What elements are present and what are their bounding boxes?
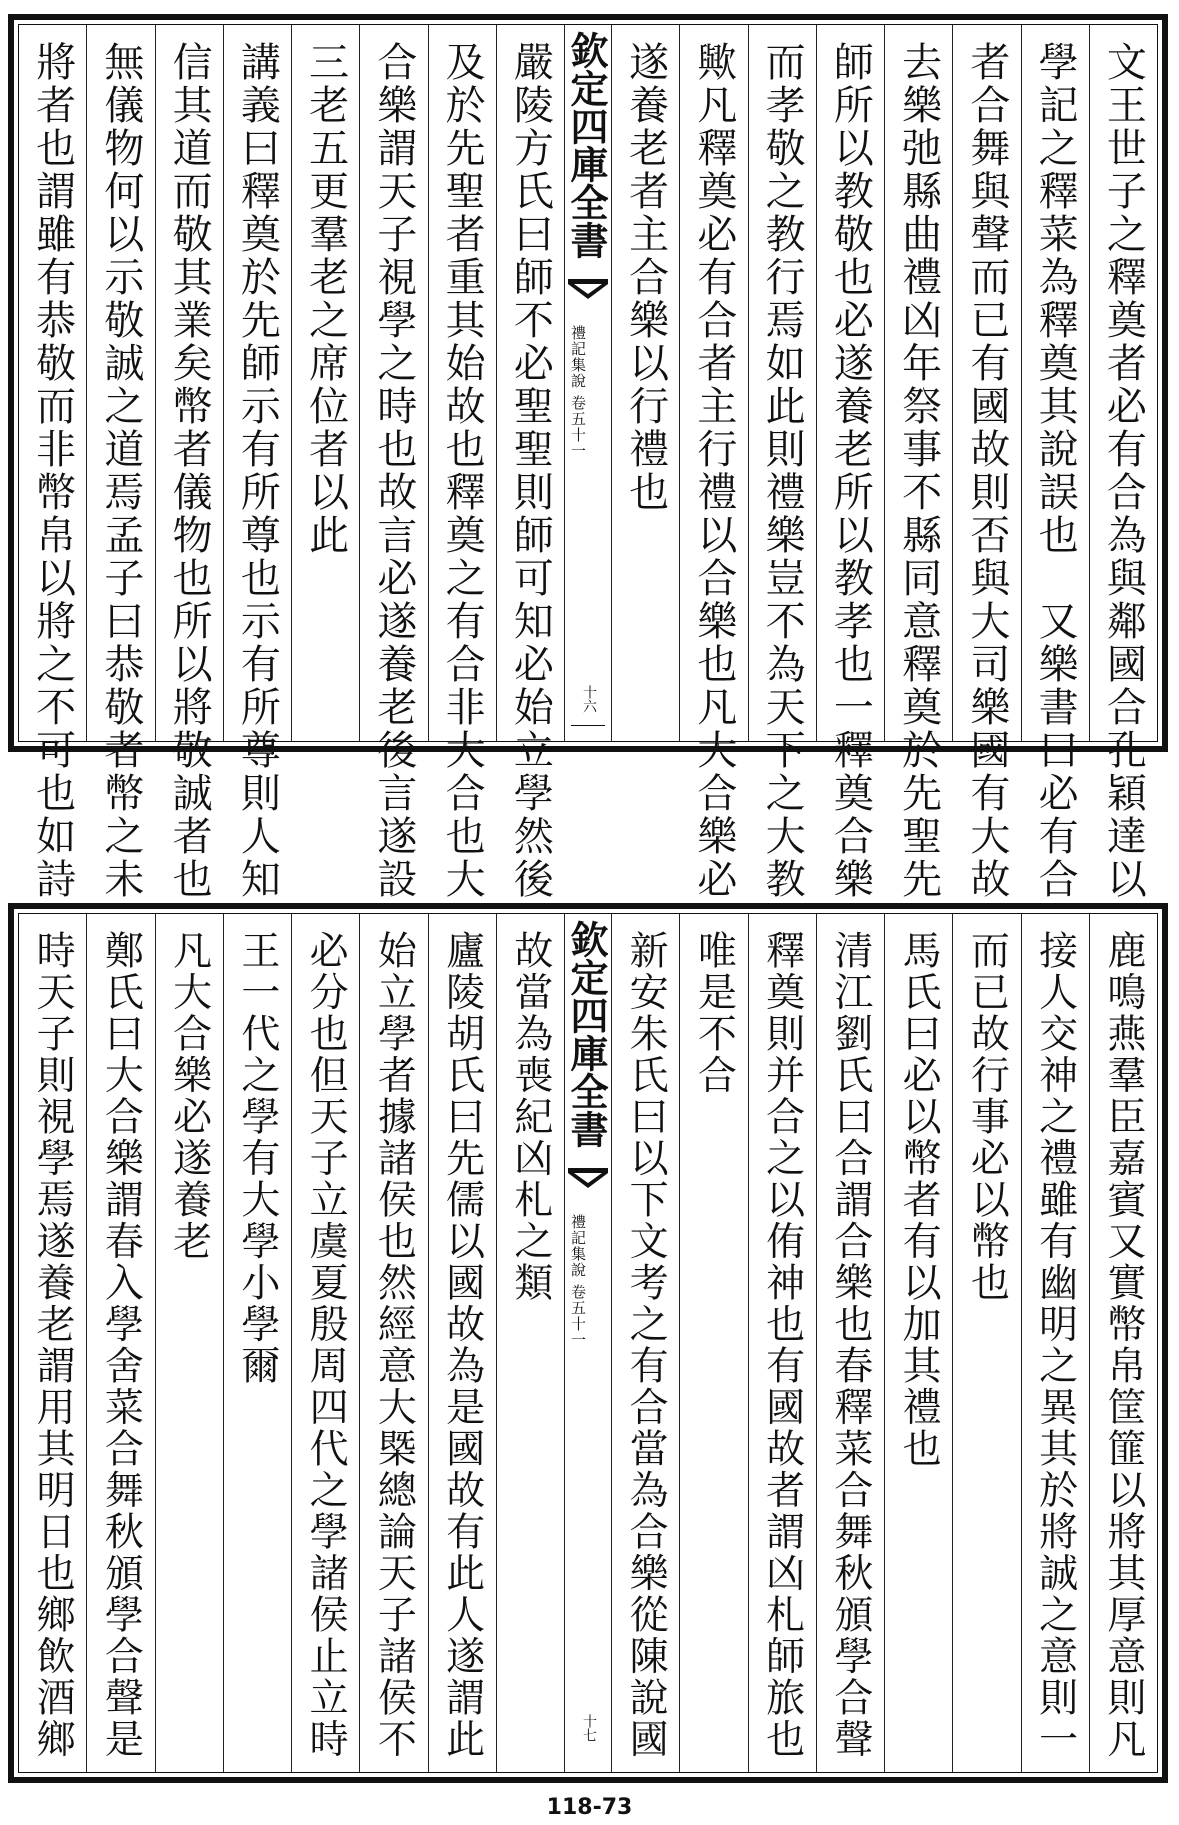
top-page	[8, 14, 1168, 901]
page-footer-number: 118-73	[546, 1795, 633, 1820]
text-column: 必分也但天子立虞夏殷周四代之學諸侯止立時	[291, 914, 359, 1772]
fish-tail-ornament-icon	[568, 279, 608, 303]
text-column: 故當為喪紀凶札之類	[496, 914, 564, 1772]
text-column: 及於先聖者重其始故也釋奠之有合非大合也大	[428, 25, 496, 741]
text-column: 而孝敬之教行焉如此則禮樂豈不為天下之大教	[748, 25, 816, 741]
bottom-page-frame	[18, 913, 1158, 1773]
text-column: 學記之釋菜為釋奠其說誤也 又樂書曰必有合	[1021, 25, 1089, 741]
volume-label: 禮記集說 卷五十一	[569, 325, 587, 459]
page-number: 十六	[581, 685, 597, 713]
margin-rule	[571, 725, 605, 726]
text-column: 無儀物何以示敬誠之道焉孟子曰恭敬者幣之未	[86, 25, 154, 741]
text-column: 廬陵胡氏曰先儒以國故為是國故有此人遂謂此	[428, 914, 496, 1772]
page-number: 十七	[581, 1714, 597, 1742]
text-column: 師所以教敬也必遂養老所以教孝也一釋奠合樂	[816, 25, 884, 741]
text-column: 接人交神之禮雖有幽明之異其於將誠之意則一	[1021, 914, 1089, 1772]
text-column: 講義曰釋奠於先師示有所尊也示有所尊則人知	[223, 25, 291, 741]
text-column: 釋奠則并合之以侑神也有國故者謂凶札師旅也	[748, 914, 816, 1772]
text-column: 始立學者據諸侯也然經意大槩總論天子諸侯不	[359, 914, 427, 1772]
text-column: 王一代之學有大學小學爾	[223, 914, 291, 1772]
text-column: 凡大合樂必遂養老	[155, 914, 223, 1772]
text-column: 馬氏曰必以幣者有以加其禮也	[884, 914, 952, 1772]
volume-label: 禮記集說 卷五十一	[569, 1214, 587, 1348]
text-column: 鄭氏曰大合樂謂春入學舍菜合舞秋頒學合聲是	[86, 914, 154, 1772]
book-title: 欽定四庫全書	[564, 920, 609, 1148]
text-column: 歟凡釋奠必有合者主行禮以合樂也凡大合樂必	[679, 25, 747, 741]
top-page-frame	[18, 24, 1158, 901]
text-column: 合樂謂天子視學之時也故言必遂養老後言遂設	[359, 25, 427, 741]
text-column: 信其道而敬其業矣幣者儀物也所以將敬誠者也	[155, 25, 223, 741]
text-column: 唯是不合	[679, 914, 747, 1772]
text-column: 文王世子之釋奠者必有合為與鄰國合孔穎達以	[1089, 25, 1157, 741]
center-margin	[564, 914, 611, 1772]
text-column: 新安朱氏曰以下文考之有合當為合樂從陳說國	[611, 914, 679, 1772]
text-column: 嚴陵方氏曰師不必聖聖則師可知必始立學然後	[496, 25, 564, 741]
text-column: 去樂弛縣曲禮凶年祭事不縣同意釋奠於先聖先	[884, 25, 952, 741]
bottom-page	[8, 903, 1168, 1783]
text-column: 遂養老者主合樂以行禮也	[611, 25, 679, 741]
book-title: 欽定四庫全書	[564, 31, 609, 259]
text-column: 而已故行事必以幣也	[952, 914, 1020, 1772]
text-column: 將者也謂雖有恭敬而非幣帛以將之不可也如詩	[29, 41, 76, 901]
text-column: 清江劉氏曰合謂合樂也春釋菜合舞秋頒學合聲	[816, 914, 884, 1772]
text-column: 三老五更羣老之席位者以此	[291, 25, 359, 741]
fish-tail-ornament-icon	[568, 1168, 608, 1192]
text-column: 者合舞與聲而已有國故則否與大司樂國有大故	[952, 25, 1020, 741]
text-column: 鹿鳴燕羣臣嘉賓又實幣帛筐篚以將其厚意則凡	[1089, 914, 1157, 1772]
text-column: 時天子則視學焉遂養老謂用其明日也鄉飲酒鄉	[30, 930, 76, 1760]
center-margin	[564, 25, 611, 741]
